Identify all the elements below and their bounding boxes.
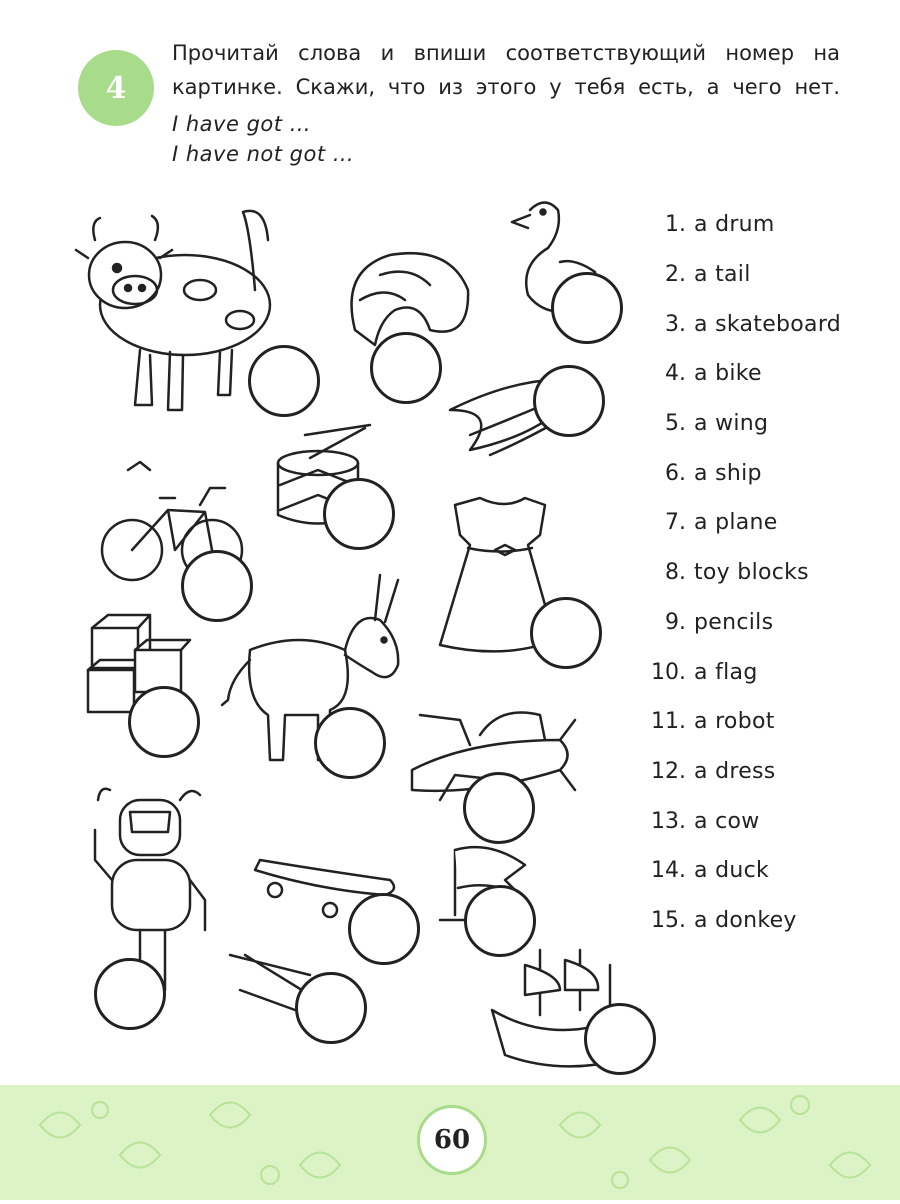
answer-circle-donkey[interactable] <box>314 707 386 779</box>
answer-circle-skateboard[interactable] <box>348 893 420 965</box>
answer-circle-ship[interactable] <box>584 1003 656 1075</box>
word-item <box>640 250 841 300</box>
word-label: a bike <box>694 361 762 387</box>
answer-circle-drum[interactable] <box>323 478 395 550</box>
word-number: 15. <box>651 907 686 933</box>
word-label: a robot <box>694 709 775 735</box>
word-item <box>640 747 841 797</box>
word-item <box>640 448 841 498</box>
word-number: 10. <box>651 659 686 685</box>
word-item <box>640 399 841 449</box>
answer-circle-toy-blocks[interactable] <box>128 686 200 758</box>
word-item <box>640 349 841 399</box>
cow-icon <box>76 211 270 410</box>
word-item <box>640 796 841 846</box>
word-label: a cow <box>694 808 760 834</box>
word-label: a ship <box>694 460 762 486</box>
word-item <box>640 647 841 697</box>
word-label: a skateboard <box>694 311 842 337</box>
answer-circle-tail[interactable] <box>370 332 442 404</box>
answer-circle-flag[interactable] <box>464 885 536 957</box>
word-item <box>640 896 841 946</box>
word-item <box>640 299 841 349</box>
answer-circle-plane[interactable] <box>463 772 535 844</box>
word-item <box>640 697 841 747</box>
answer-circle-bike[interactable] <box>181 550 253 622</box>
answer-circle-robot[interactable] <box>94 958 166 1030</box>
task-instruction: Прочитай слова и впиши соответствующий номер на картинке. Скажи, что из этого у тебя есть, а чего нет. <box>172 41 840 99</box>
phrase-have-got: I have got … <box>172 112 312 136</box>
word-label: a tail <box>694 262 751 288</box>
word-label: toy blocks <box>694 560 809 586</box>
word-number: 1. <box>665 212 686 238</box>
word-number: 4. <box>665 361 686 387</box>
word-number: 5. <box>665 411 686 437</box>
word-number: 11. <box>651 709 686 735</box>
word-item <box>640 548 841 598</box>
robot-icon <box>95 789 205 990</box>
answer-circle-cow[interactable] <box>248 345 320 417</box>
word-label: a plane <box>694 510 778 536</box>
word-label: a duck <box>694 858 770 884</box>
answer-circle-wing[interactable] <box>533 365 605 437</box>
word-item <box>640 498 841 548</box>
word-number: 2. <box>665 262 686 288</box>
task-number: 4 <box>105 70 127 106</box>
word-label: a donkey <box>694 907 797 933</box>
word-label: a wing <box>694 411 769 437</box>
word-number: 14. <box>651 858 686 884</box>
word-label: a drum <box>694 212 775 238</box>
word-item <box>640 598 841 648</box>
word-number: 6. <box>665 460 686 486</box>
page-number: 60 <box>417 1105 487 1175</box>
word-number: 9. <box>665 609 686 635</box>
word-label: a dress <box>694 758 776 784</box>
answer-circle-duck[interactable] <box>551 272 623 344</box>
word-label: pencils <box>694 609 774 635</box>
word-number: 12. <box>651 758 686 784</box>
word-number: 3. <box>665 311 686 337</box>
word-number: 7. <box>665 510 686 536</box>
answer-circle-dress[interactable] <box>530 597 602 669</box>
word-item <box>640 846 841 896</box>
word-list <box>640 200 841 945</box>
word-item <box>640 200 841 250</box>
word-label: a flag <box>694 659 758 685</box>
word-number: 8. <box>665 560 686 586</box>
phrase-have-not-got: I have not got … <box>172 142 355 166</box>
word-number: 13. <box>651 808 686 834</box>
answer-circle-pencils[interactable] <box>295 972 367 1044</box>
